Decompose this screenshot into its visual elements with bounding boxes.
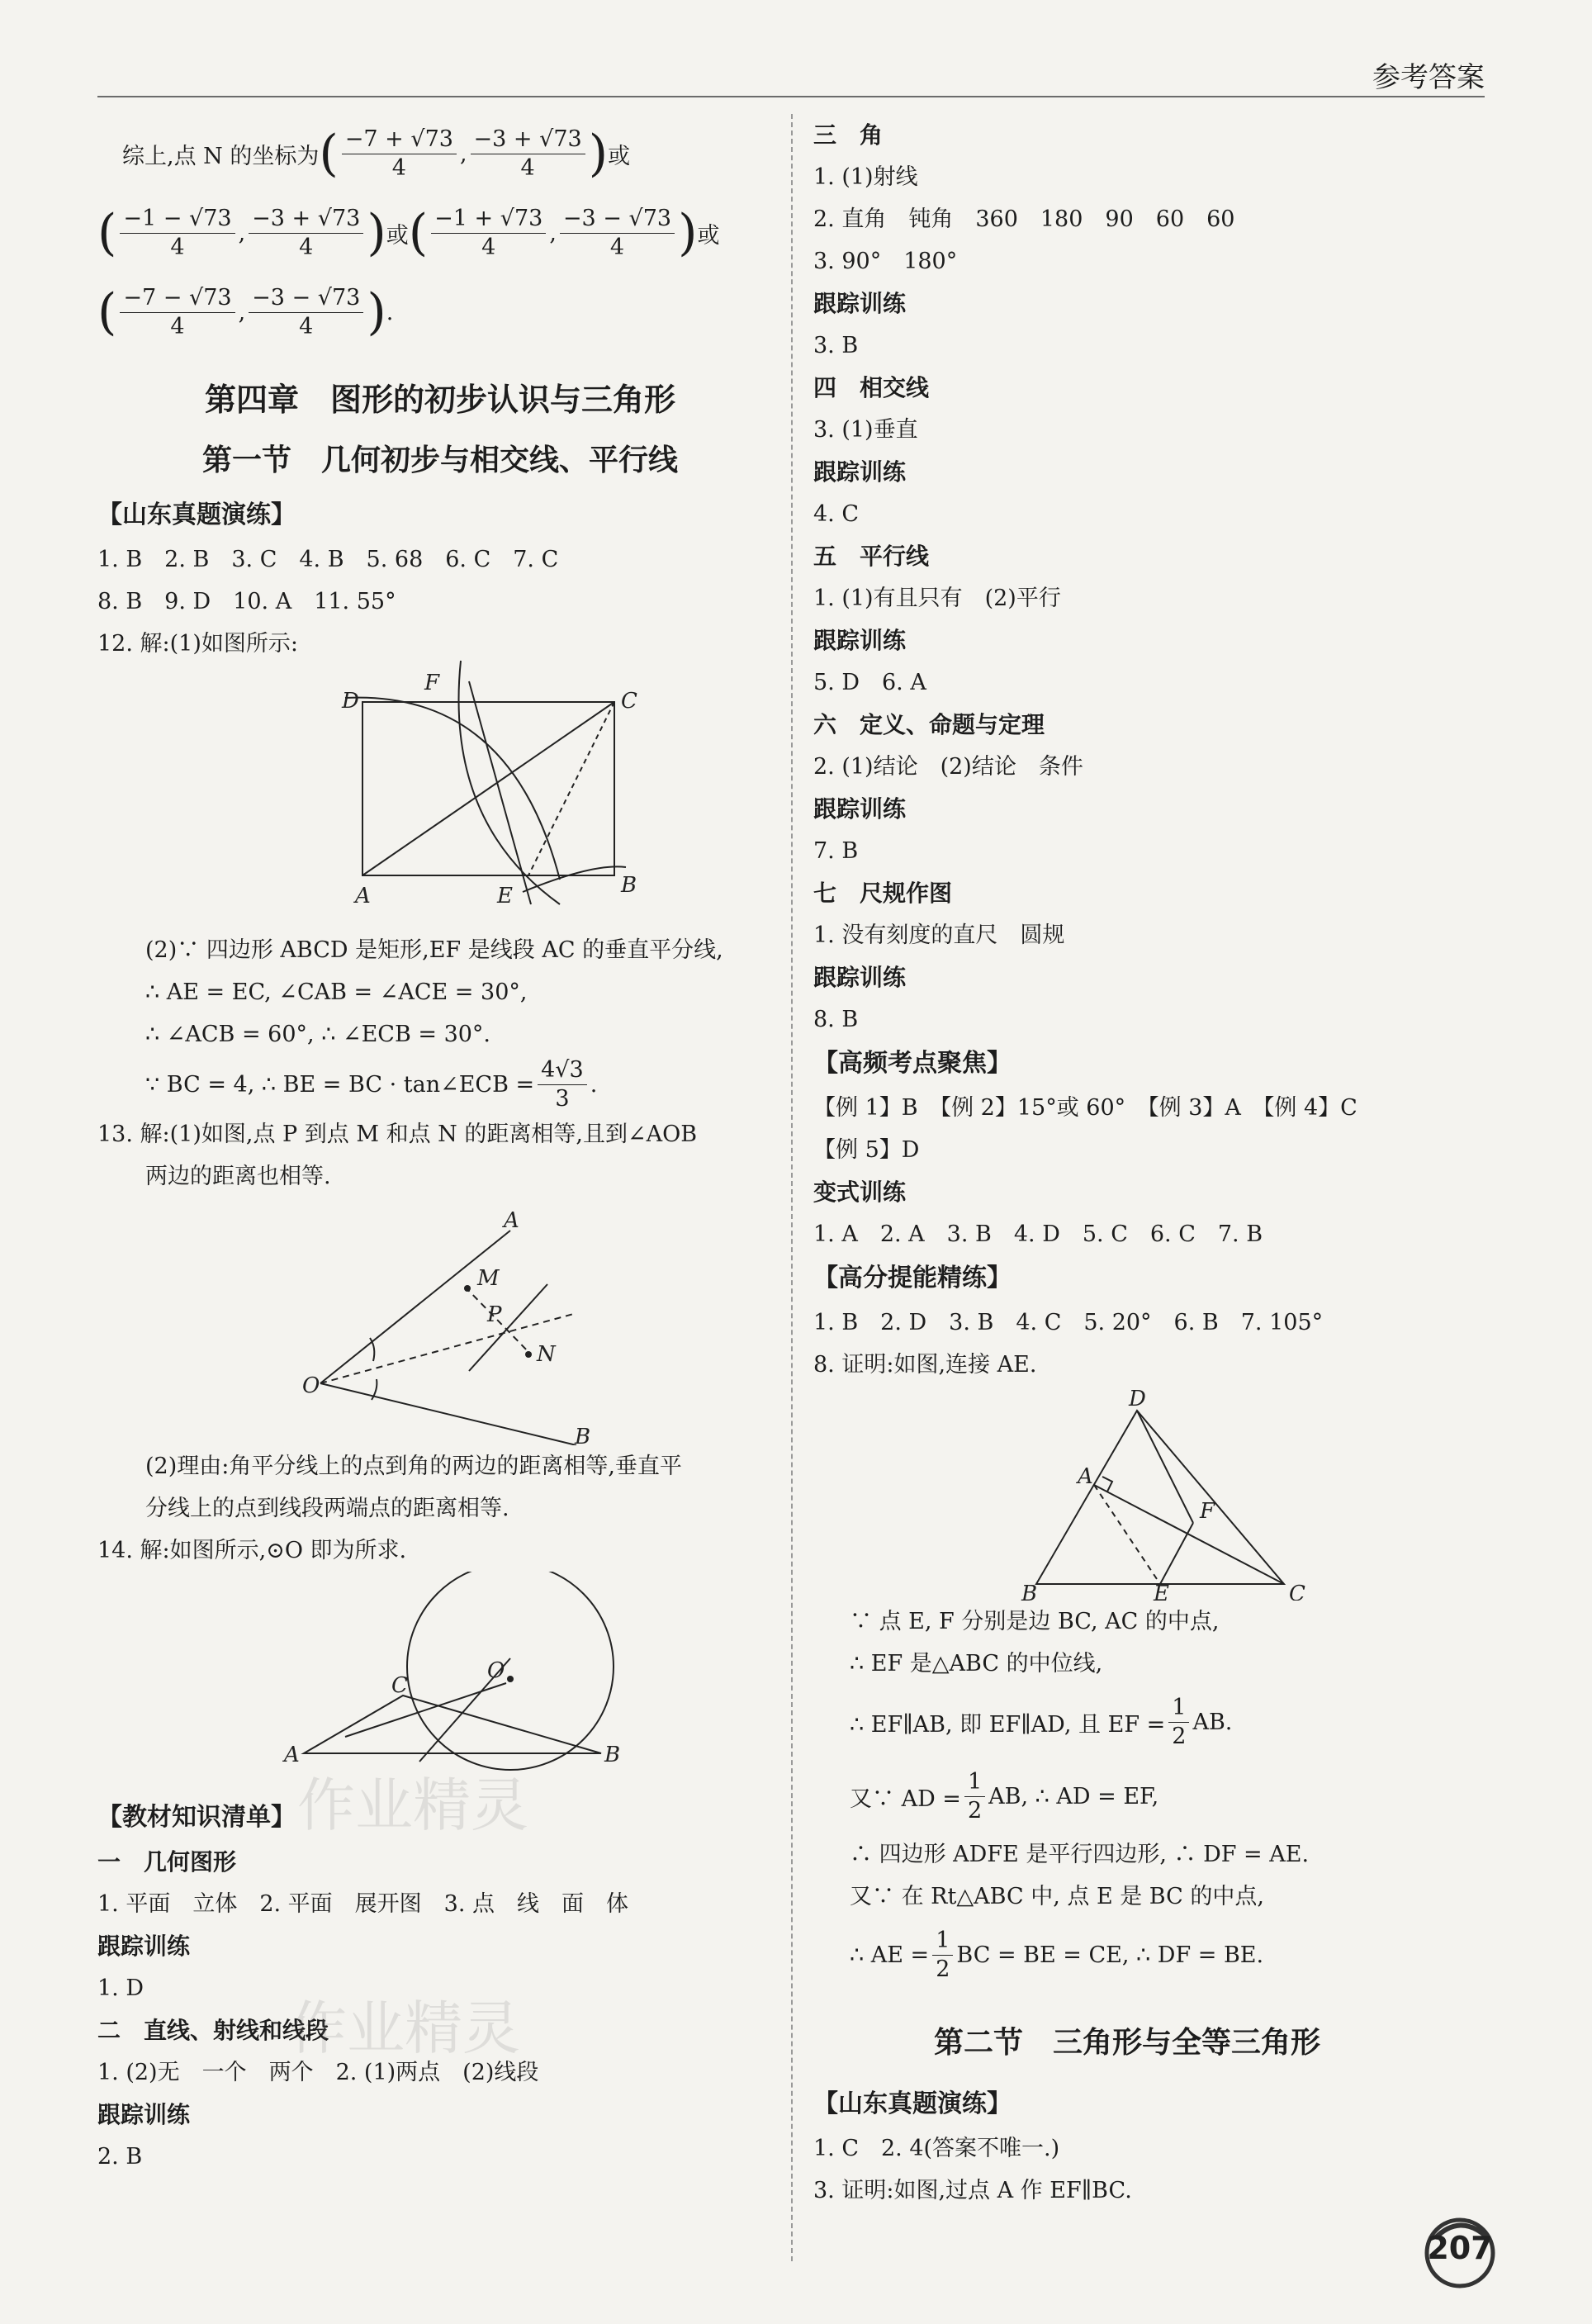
triangle-dbc xyxy=(1036,1411,1284,1584)
fraction-num: −7 + √73 xyxy=(342,126,457,154)
answer-line: 1. 平面 立体 2. 平面 展开图 3. 点 线 面 体 xyxy=(97,1891,629,1917)
label-m: M xyxy=(477,1266,500,1291)
fraction-num: 1 xyxy=(932,1927,953,1956)
proof-text: AB. xyxy=(1192,1709,1233,1735)
fraction xyxy=(560,205,675,262)
label-o: O xyxy=(487,1658,505,1683)
label-a: A xyxy=(504,1208,519,1233)
answer-line: 1. C 2. 4(答案不唯一.) xyxy=(813,2136,1060,2161)
paren-open: ( xyxy=(97,283,117,341)
fraction-num: −3 + √73 xyxy=(471,126,585,154)
track-heading: 跟踪训练 xyxy=(813,964,907,991)
fraction xyxy=(538,1056,587,1113)
fraction xyxy=(342,126,457,183)
diagonal-ac xyxy=(362,702,614,875)
answer-line: 3. (1)垂直 xyxy=(813,417,918,443)
fraction xyxy=(120,205,235,262)
answer-line: 1. 没有刻度的直尺 圆规 xyxy=(813,922,1065,948)
right-column xyxy=(813,114,1441,2212)
fraction-num: 1 xyxy=(964,1768,985,1797)
answer-line: 2. (1)结论 (2)结论 条件 xyxy=(813,754,1083,780)
section-heading: 三 角 xyxy=(813,121,884,149)
proof-line: ∵ 点 E, F 分别是边 BC, AC 的中点, xyxy=(850,1609,1220,1634)
track-heading: 跟踪训练 xyxy=(813,458,907,486)
answer-line: 8. B 9. D 10. A 11. 55° xyxy=(97,589,396,614)
label-p: P xyxy=(487,1302,502,1327)
proof-text: AB, ∴ AD = EF, xyxy=(988,1783,1159,1809)
q12-intro: 12. 解:(1)如图所示: xyxy=(97,631,298,657)
fraction xyxy=(1168,1694,1189,1751)
proof-text: 又∵ AD = xyxy=(850,1786,961,1812)
proof-line: 又∵ 在 Rt△ABC 中, 点 E 是 BC 的中点, xyxy=(850,1884,1264,1909)
paren-open: ( xyxy=(408,204,429,262)
variant-heading: 变式训练 xyxy=(813,1179,907,1206)
section1-title: 第一节 几何初步与相交线、平行线 xyxy=(201,443,678,477)
fraction xyxy=(471,126,585,183)
label-c: C xyxy=(391,1673,408,1698)
label-n: N xyxy=(537,1342,556,1367)
label-a: A xyxy=(1078,1464,1093,1489)
label-d: D xyxy=(342,689,359,714)
label-o: O xyxy=(302,1373,320,1398)
q12-line: ∴ AE = EC, ∠CAB = ∠ACE = 30°, xyxy=(145,979,528,1005)
fraction-den: 2 xyxy=(967,1797,983,1824)
or-text: 或 xyxy=(386,222,409,249)
answer-line: 【例 1】B 【例 2】15°或 60° 【例 3】A 【例 4】C xyxy=(813,1095,1357,1121)
figure-angle xyxy=(97,1198,783,1445)
highscore-title: 【高分提能精练】 xyxy=(813,1264,1012,1292)
proof-line: ∴ 四边形 ADFE 是平行四边形, ∴ DF = AE. xyxy=(850,1842,1310,1867)
fraction xyxy=(120,284,235,341)
label-f: F xyxy=(1200,1499,1215,1524)
paren-close: ) xyxy=(678,204,698,262)
dashed-ce xyxy=(528,702,614,875)
answer-line: 1. A 2. A 3. B 4. D 5. C 6. C 7. B xyxy=(813,1221,1263,1247)
fraction xyxy=(932,1927,953,1984)
q12-text: ∵ BC = 4, ∴ BE = BC · tan∠ECB = xyxy=(145,1071,535,1098)
proof-math xyxy=(813,1685,1441,1759)
paren-close: ) xyxy=(367,283,386,341)
q13-line: 两边的距离也相等. xyxy=(145,1164,331,1189)
track-heading: 跟踪训练 xyxy=(97,1933,191,1960)
math-row-2: ( $\frac{-1 - √73}{4}$ , $\frac{-3 + √73}{4}$ ) 或 ( $\frac{-1 + √73}{4}$ , $\frac{-3 - √73}{4}$ ) 或 xyxy=(97,204,720,262)
section-heading: 五 平行线 xyxy=(813,543,930,570)
fraction xyxy=(964,1768,985,1825)
answer-line: 2. B xyxy=(97,2144,143,2170)
paren-close: ) xyxy=(367,204,386,262)
section-heading: 七 尺规作图 xyxy=(813,880,953,907)
label-e: E xyxy=(1154,1582,1169,1601)
paren-open: ( xyxy=(319,125,339,183)
line-ef xyxy=(469,681,531,904)
q14-line: 14. 解:如图所示,⊙O 即为所求. xyxy=(97,1538,407,1563)
fraction-den: 4 xyxy=(299,313,314,339)
label-a: A xyxy=(355,884,371,908)
paren-open: ( xyxy=(97,204,117,262)
math-row-1: 综上,点 N 的坐标为 ( $\frac{-7 + √73}{4}$ , $\frac{-3 + √73}{4}$ ) 或 xyxy=(122,125,631,183)
column-divider xyxy=(791,114,794,2261)
label-b: B xyxy=(621,873,637,898)
label-e: E xyxy=(497,884,513,908)
or-text: 或 xyxy=(608,143,631,169)
fraction-den: 4 xyxy=(170,313,185,339)
fraction-den: 3 xyxy=(555,1085,570,1112)
q13-line: 分线上的点到线段两端点的距离相等. xyxy=(145,1496,509,1521)
answer-line: 8. B xyxy=(813,1007,859,1032)
q12-math: ∵ BC = 4, ∴ BE = BC · tan∠ECB = $\frac{4√3}{3}$ . xyxy=(145,1056,598,1112)
q13-line: 13. 解:(1)如图,点 P 到点 M 和点 N 的距离相等,且到∠AOB xyxy=(97,1122,698,1147)
label-a: A xyxy=(284,1743,300,1767)
math-row-3: ( $\frac{-7 - √73}{4}$ , $\frac{-3 - √73}{4}$ ) . xyxy=(97,283,394,341)
left-column xyxy=(97,114,783,2178)
ray-oa xyxy=(320,1231,510,1383)
label-b: B xyxy=(1021,1582,1038,1601)
fraction-num: −3 − √73 xyxy=(560,205,675,234)
answer-line: 1. B 2. D 3. B 4. C 5. 20° 6. B 7. 105° xyxy=(813,1310,1324,1335)
fraction-den: 4 xyxy=(481,234,496,260)
shandong-title: 【山东真题演练】 xyxy=(813,2089,1012,2118)
fraction-den: 4 xyxy=(299,234,314,260)
answer-line: 1. (1)有且只有 (2)平行 xyxy=(813,586,1061,611)
fraction xyxy=(249,205,363,262)
proof-math xyxy=(813,1759,1441,1833)
shandong-title: 【山东真题演练】 xyxy=(97,500,296,529)
answer-line: 【例 5】D xyxy=(813,1137,920,1163)
highfreq-title: 【高频考点聚焦】 xyxy=(813,1049,1012,1078)
label-d: D xyxy=(1129,1387,1146,1411)
answer-line: 2. 直角 钝角 360 180 90 60 60 xyxy=(813,206,1235,232)
point-n xyxy=(525,1351,532,1358)
perp-line xyxy=(469,1284,547,1371)
fraction xyxy=(249,284,363,341)
fraction-den: 4 xyxy=(520,154,535,181)
label-c: C xyxy=(1289,1582,1305,1601)
watermark: 作业精灵 xyxy=(289,1994,520,2062)
proof-text: BC = BE = CE, ∴ DF = BE. xyxy=(956,1942,1264,1968)
arc-1 xyxy=(345,698,560,880)
intro-text: 综上,点 N 的坐标为 xyxy=(122,143,320,169)
answer-line: 7. B xyxy=(813,838,859,864)
paren-close: ) xyxy=(588,125,609,183)
answer-line: 1. B 2. B 3. C 4. B 5. 68 6. C 7. C xyxy=(97,547,559,572)
page-number: 207 xyxy=(1427,2230,1493,2266)
section-heading: 六 定义、命题与定理 xyxy=(813,711,1045,738)
watermark: 作业精灵 xyxy=(297,1771,528,1839)
proof-line: ∴ EF 是△ABC 的中位线, xyxy=(850,1651,1103,1677)
label-b: B xyxy=(575,1425,591,1445)
figure-triangle xyxy=(813,1386,1441,1601)
fraction-num: 1 xyxy=(1168,1694,1189,1723)
line-ef xyxy=(1160,1523,1193,1584)
q12-line: ∴ ∠ACB = 60°, ∴ ∠ECB = 30°. xyxy=(145,1022,491,1047)
fraction-num: −3 + √73 xyxy=(249,205,363,234)
answer-line: 5. D 6. A xyxy=(813,670,926,695)
perp-bisector-2 xyxy=(345,1683,506,1737)
label-c: C xyxy=(621,689,637,714)
answer-line: 8. 证明:如图,连接 AE. xyxy=(813,1352,1037,1378)
label-b: B xyxy=(604,1743,621,1767)
or-text: 或 xyxy=(697,222,720,249)
ray-ob xyxy=(320,1383,576,1445)
fraction-num: −7 − √73 xyxy=(120,284,235,313)
fraction xyxy=(431,205,546,262)
answer-line: 3. 90° 180° xyxy=(813,249,958,274)
answer-line: 1. D xyxy=(97,1975,144,2001)
fraction-den: 4 xyxy=(391,154,406,181)
fraction-den: 2 xyxy=(936,1956,950,1982)
end-dot: . xyxy=(386,299,394,325)
chapter-title: 第四章 图形的初步认识与三角形 xyxy=(204,382,675,418)
line-ac xyxy=(1094,1485,1284,1584)
proof-math xyxy=(813,1918,1441,1992)
answer-line: 4. C xyxy=(813,501,860,527)
track-heading: 跟踪训练 xyxy=(97,2101,191,2128)
section-heading: 一 几何图形 xyxy=(97,1848,237,1876)
fraction-num: −3 − √73 xyxy=(249,284,363,313)
section-heading: 二 直线、射线和线段 xyxy=(97,2017,329,2044)
fraction-den: 4 xyxy=(170,234,185,260)
fraction-num: 4√3 xyxy=(538,1056,587,1085)
fraction-num: −1 − √73 xyxy=(120,205,235,234)
track-heading: 跟踪训练 xyxy=(813,627,907,654)
fraction-num: −1 + √73 xyxy=(431,205,546,234)
answer-line: 3. 证明:如图,过点 A 作 EF∥BC. xyxy=(813,2178,1132,2203)
point-o xyxy=(507,1676,514,1682)
textbook-title: 【教材知识清单】 xyxy=(97,1803,296,1832)
fraction-den: 4 xyxy=(609,234,625,260)
answer-line: 1. (2)无 一个 两个 2. (1)两点 (2)线段 xyxy=(97,2060,539,2085)
page-header xyxy=(97,0,1485,97)
proof-text: ∴ AE = xyxy=(850,1942,930,1968)
track-heading: 跟踪训练 xyxy=(813,795,907,823)
header-title: 参考答案 xyxy=(1372,61,1485,94)
q13-line: (2)理由:角平分线上的点到角的两边的距离相等,垂直平 xyxy=(145,1454,682,1479)
dashed-ae xyxy=(1094,1485,1160,1584)
answer-line: 1. (1)射线 xyxy=(813,164,918,190)
figure-rectangle xyxy=(97,657,783,929)
answer-line: 3. B xyxy=(813,333,859,358)
fraction-den: 2 xyxy=(1172,1723,1187,1749)
proof-text: ∴ EF∥AB, 即 EF∥AD, 且 EF = xyxy=(850,1711,1166,1738)
point-m xyxy=(464,1285,471,1292)
section-heading: 四 相交线 xyxy=(813,374,930,401)
section2-title: 第二节 三角形与全等三角形 xyxy=(933,2026,1320,2060)
q12-line: (2)∵ 四边形 ABCD 是矩形,EF 是线段 AC 的垂直平分线, xyxy=(145,937,723,963)
track-heading: 跟踪训练 xyxy=(813,290,907,317)
label-f: F xyxy=(424,671,440,695)
